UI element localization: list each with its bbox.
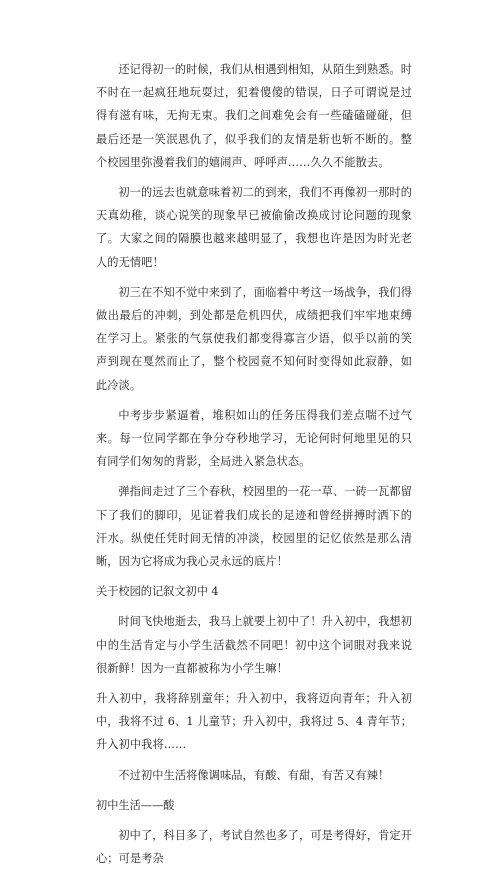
subheading-sour: 初中生活——酸 [96, 798, 175, 812]
paragraph-three-seasons: 弹指间走过了三个春秋，校园里的一花一草、一砖一瓦都留下了我们的脚印，见证着我们成长的足迹和曾经拼搏时洒下的汗水。纵使任凭时间无情的冲淡，校园里的记忆依然是那么清晰，因为它将成为我心灵永远的底片！ [96, 485, 412, 569]
paragraph-exam-pressure: 中考步步紧逼着，堆积如山的任务压得我们差点喘不过气来。每一位同学都在争分夺秒地学习，无论何时何地里见的只有同学们匆匆的背影，全局进入紧急状态。 [96, 408, 412, 469]
paragraph-seasoning: 不过初中生活将像调味品，有酸、有甜，有苦又有辣！ [118, 768, 390, 782]
section-title: 关于校园的记叙文初中 4 [96, 585, 219, 599]
paragraph-second-year: 初一的远去也就意味着初二的到来，我们不再像初一那时的天真幼稚，谈心说笑的现象早已被偷偷改换成讨论问题的现象了。大家之间的隔膜也越来越明显了，我想也许是因为时光老人的无情吧！ [96, 186, 412, 269]
paragraph-farewell-childhood: 升入初中，我将辞别童年；升入初中，我将迈向青年；升入初中，我将不过 6、1 儿童节；升入初中，我将过 5、4 青年节；升入初中我将…… [96, 692, 412, 752]
paragraph-subjects: 初中了，科目多了，考试自然也多了，可是考得好，肯定开心；可是考杂 [96, 829, 412, 866]
paragraph-third-year: 初三在不知不觉中来到了，面临着中考这一场战争，我们得做出最后的冲刺，到处都是危机四伏，成绩把我们牢牢地束缚在学习上。紧张的气氛使我们都变得寡言少语，似乎以前的笑声到现在戛然而止了，整个校园竟不知何时变得如此寂静，如此冷淡。 [96, 285, 412, 392]
paragraph-first-year: 还记得初一的时候，我们从相遇到相知，从陌生到熟悉。时不时在一起疯狂地玩耍过，犯着傻傻的错误，日子可谓说是过得有滋有味，无拘无束。我们之间难免会有一些磕磕碰碰，但最后还是一笑泯恩仇了，似乎我们的友情是斩也斩不断的。整个校园里弥漫着我们的嬉闹声、呼呼声……久久不能散去。 [96, 63, 412, 169]
paragraph-entering-junior-high: 时间飞快地逝去，我马上就要上初中了！升入初中，我想初中的生活肯定与小学生活截然不同吧！初中这个词眼对我来说很新鲜！因为一直都被称为小学生嘛！ [96, 615, 412, 675]
